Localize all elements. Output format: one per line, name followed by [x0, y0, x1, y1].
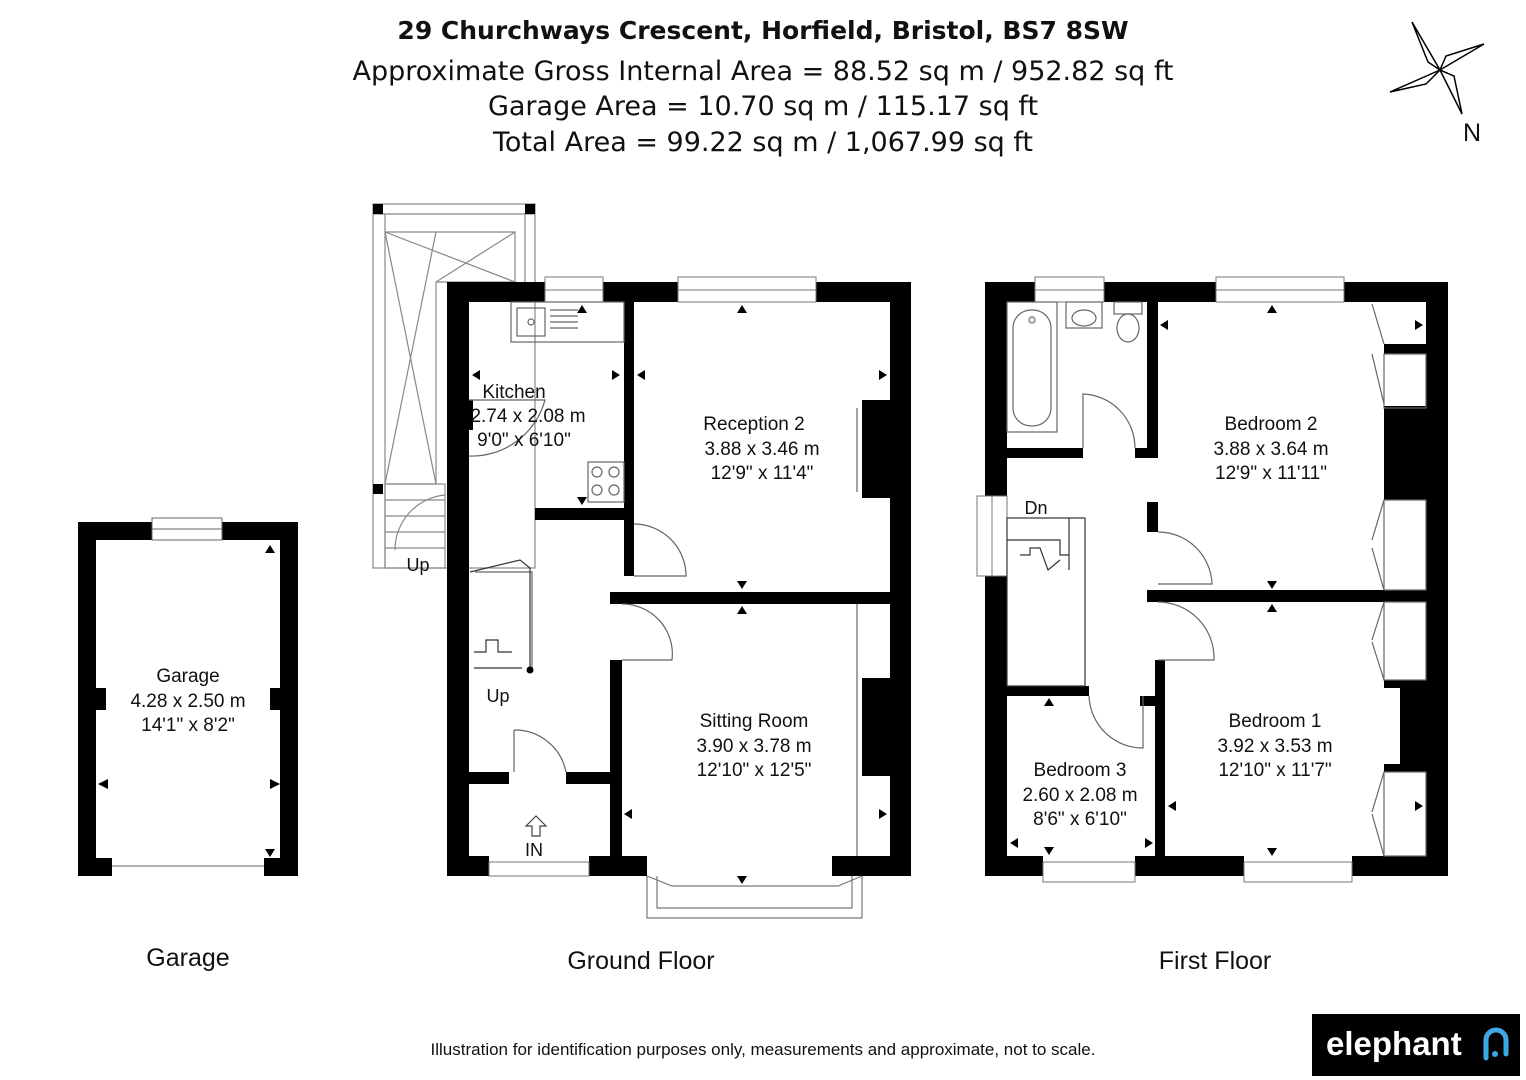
kitchen-room-imperial: 9'0" x 6'10"	[477, 430, 571, 451]
bedroom2-room-metric: 3.88 x 3.64 m	[1213, 439, 1329, 460]
elephant-trunk-logo-icon	[1482, 1024, 1512, 1064]
kitchen-room-name: Kitchen	[482, 382, 546, 403]
reception2-room-metric: 3.88 x 3.46 m	[704, 439, 820, 460]
first-floor-label: First Floor	[1158, 947, 1272, 975]
compass-label: N	[1462, 119, 1482, 147]
stairs-down-landing: Dn	[1024, 498, 1048, 518]
brand-logo	[1312, 1014, 1520, 1076]
ground-floor-doors	[469, 400, 686, 772]
garage-room-imperial: 14'1" x 8'2"	[141, 715, 235, 736]
total-area: Total Area = 99.22 sq m / 1,067.99 sq ft	[492, 127, 1033, 158]
kitchen-room-metric: 2.74 x 2.08 m	[470, 406, 586, 427]
bedroom1-room-name: Bedroom 1	[1228, 711, 1322, 732]
reception2-room-name: Reception 2	[703, 414, 805, 435]
bedroom3-room-imperial: 8'6" x 6'10"	[1033, 809, 1127, 830]
gross-internal-area: Approximate Gross Internal Area = 88.52 sq m / 952.82 sq ft	[352, 56, 1174, 87]
bay-window	[647, 876, 862, 918]
entrance-arrow-icon	[526, 816, 546, 836]
bedroom3-room-metric: 2.60 x 2.08 m	[1022, 785, 1138, 806]
bedroom2-room-imperial: 12'9" x 11'11"	[1215, 463, 1327, 484]
bedroom1-room-imperial: 12'10" x 11'7"	[1218, 760, 1332, 781]
bedroom3-room-name: Bedroom 3	[1033, 760, 1127, 781]
sitting-room-metric: 3.90 x 3.78 m	[696, 736, 812, 757]
hall-stairs	[470, 560, 530, 670]
garage-room-name: Garage	[156, 666, 220, 687]
landing-stairs	[1007, 518, 1085, 686]
garage-floor-label: Garage	[146, 944, 230, 972]
entrance-label: IN	[525, 840, 543, 860]
stairs-up-hall: Up	[486, 686, 510, 706]
bedroom1-room-metric: 3.92 x 3.53 m	[1217, 736, 1333, 757]
brand-name: elephant	[1326, 1025, 1462, 1062]
north-compass-icon	[1390, 22, 1484, 114]
reception2-room-imperial: 12'9" x 11'4"	[710, 463, 814, 484]
sitting-room-imperial: 12'10" x 12'5"	[696, 760, 812, 781]
sitting-room-name: Sitting Room	[699, 711, 809, 732]
plan-address: 29 Churchways Crescent, Horfield, Bristol, BS7 8SW	[397, 16, 1129, 45]
ground-floor-label: Ground Floor	[567, 947, 715, 975]
stairs-up-external: Up	[406, 555, 430, 575]
bedroom2-room-name: Bedroom 2	[1224, 414, 1318, 435]
garage-room-metric: 4.28 x 2.50 m	[130, 691, 246, 712]
disclaimer: Illustration for identification purposes only, measurements and approximate, not to scale.	[430, 1040, 1096, 1059]
ground-floor-walls	[447, 282, 911, 876]
garage-area: Garage Area = 10.70 sq m / 115.17 sq ft	[487, 91, 1039, 122]
